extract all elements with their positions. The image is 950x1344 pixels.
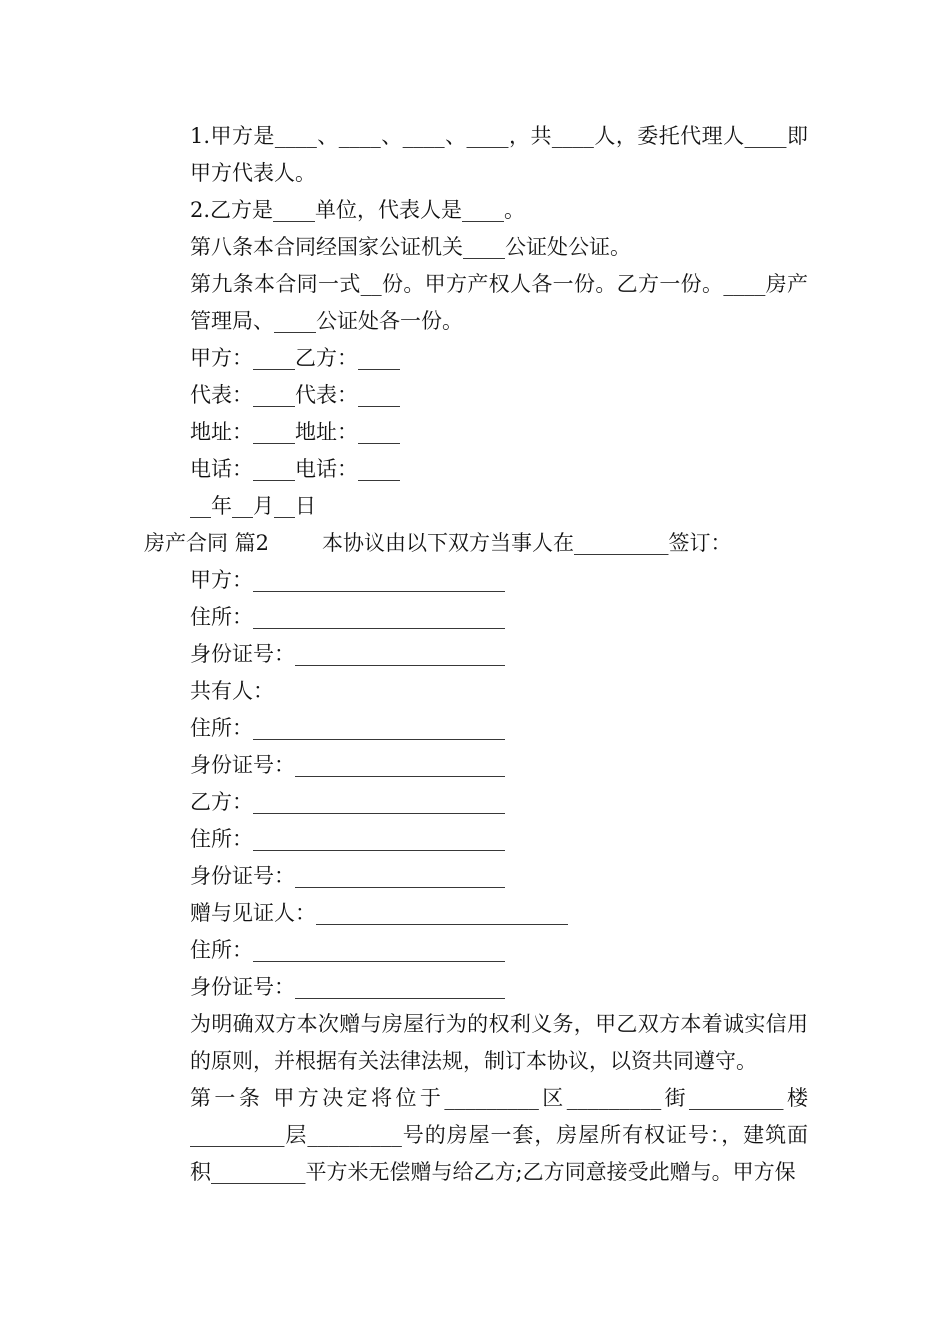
section-2-heading (144, 525, 808, 562)
field-party-a: 甲方：________________________ (190, 568, 505, 592)
document-body (144, 118, 808, 1191)
article-9: 第九条本合同一式__份。甲方产权人各一份。乙方一份。____房产管理局、____公证处各一份。 (190, 272, 808, 333)
field-witness-address: 住所：________________________ (190, 938, 505, 962)
article-8: 第八条本合同经国家公证机关____公证处公证。 (190, 235, 631, 259)
signature-party-line: 甲方：____乙方：____ (190, 346, 400, 370)
article-1-paragraph: 第一条 甲方决定将位于_________区_________街_________楼_________层_________号的房屋一套，房屋所有权证号：，建筑面积_________平方米无偿赠与给乙方;乙方同意接受此赠与。甲方保 (190, 1086, 808, 1184)
clause-party-b: 2.乙方是____单位，代表人是____。 (190, 198, 526, 222)
field-party-b-id: 身份证号：____________________ (190, 864, 505, 888)
clause-party-a: 1.甲方是____、____、____、____，共____人，委托代理人____即甲方代表人。 (190, 124, 808, 185)
signature-phone-line: 电话：____电话：____ (190, 457, 400, 481)
field-party-b-address: 住所：________________________ (190, 827, 505, 851)
field-party-b: 乙方：________________________ (190, 790, 505, 814)
preamble-paragraph: 为明确双方本次赠与房屋行为的权利义务，甲乙双方本着诚实信用的原则，并根据有关法律法规，制订本协议，以资共同遵守。 (190, 1012, 808, 1073)
field-party-a-address: 住所：________________________ (190, 605, 505, 629)
field-witness: 赠与见证人：________________________ (190, 901, 568, 925)
field-party-a-id: 身份证号：____________________ (190, 642, 505, 666)
field-witness-id: 身份证号：____________________ (190, 975, 505, 999)
signature-representative-line: 代表：____代表：____ (190, 383, 400, 407)
signature-date-line: __年__月__日 (190, 494, 316, 518)
field-co-owner: 共有人： (190, 679, 274, 703)
field-co-owner-address: 住所：________________________ (190, 716, 505, 740)
field-co-owner-id: 身份证号：____________________ (190, 753, 505, 777)
signature-address-line: 地址：____地址：____ (190, 420, 400, 444)
section-2-intro: 本协议由以下双方当事人在_________签订： (322, 531, 732, 555)
section-2-title: 房产合同 篇2 (144, 531, 270, 555)
